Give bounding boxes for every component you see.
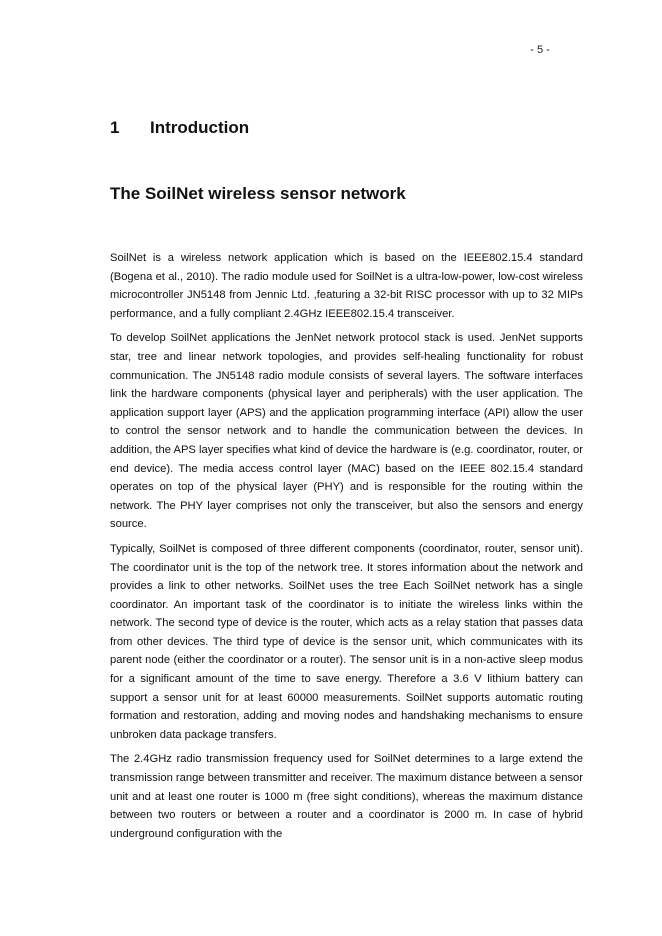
paragraph: Typically, SoilNet is composed of three different components (coordinator, router, sensor unit). The coordinator unit is the top of the network tree. It stores information about the network and provides a link to other networks. SoilNet uses the tree Each SoilNet network has a single coordinator. An important task of the coordinator is to initiate the wireless links within the network. The second type of device is the router, which acts as a relay station that passes data from other devices. The third type of device is the sensor unit, which communicates with its parent node (either the coordinator or a router). The sensor unit is in a non-active sleep modus for a significant amount of the time to save energy. Therefore a 3.6 V lithium battery can support a sensor unit for at least 60000 measurements. SoilNet supports automatic routing formation and restoration, adding and moving nodes and handshaking mechanisms to ensure unbroken data package transfers. <box>110 542 583 741</box>
chapter-heading <box>110 118 249 138</box>
section-heading: The SoilNet wireless sensor network <box>110 184 406 203</box>
chapter-title: Introduction <box>150 118 250 137</box>
page-number: - 5 - <box>530 44 550 56</box>
chapter-number: 1 <box>110 118 120 137</box>
body-text <box>110 249 583 849</box>
paragraph: The 2.4GHz radio transmission frequency used for SoilNet determines to a large extend the transmission range between transmitter and receiver. The maximum distance between a sensor unit and at least one router is 1000 m (free sight conditions), whereas the maximum distance between two routers or between a router and a coordinator is 2000 m. In case of hybrid underground configuration with the <box>110 753 584 840</box>
paragraph: SoilNet is a wireless network application which is based on the IEEE802.15.4 standard (Bogena et al., 2010). The radio module used for SoilNet is a ultra-low-power, low-cost wireless microcontroller JN5148 from Jennic Ltd. ,featuring a 32-bit RISC processor with up to 32 MIPs performance, and a fully compliant 2.4GHz IEEE802.15.4 transceiver. <box>110 252 583 320</box>
paragraph: To develop SoilNet applications the JenNet network protocol stack is used. JenNet supports star, tree and linear network topologies, and provides self-healing functionality for robust communication. The JN5148 radio module consists of several layers. The software interfaces link the hardware components (physical layer and peripherals) with the user application. The application support layer (APS) and the application programming interface (API) allow the user to control the sensor network and to handle the communication between the devices. In addition, the APS layer specifies what kind of device the hardware is (e.g. coordinator, router, or end device). The media access control layer (MAC) based on the IEEE 802.15.4 standard operates on top of the physical layer (PHY) and is responsible for the routing within the network. The PHY layer comprises not only the transceiver, but also the sensors and energy source. <box>110 332 583 531</box>
